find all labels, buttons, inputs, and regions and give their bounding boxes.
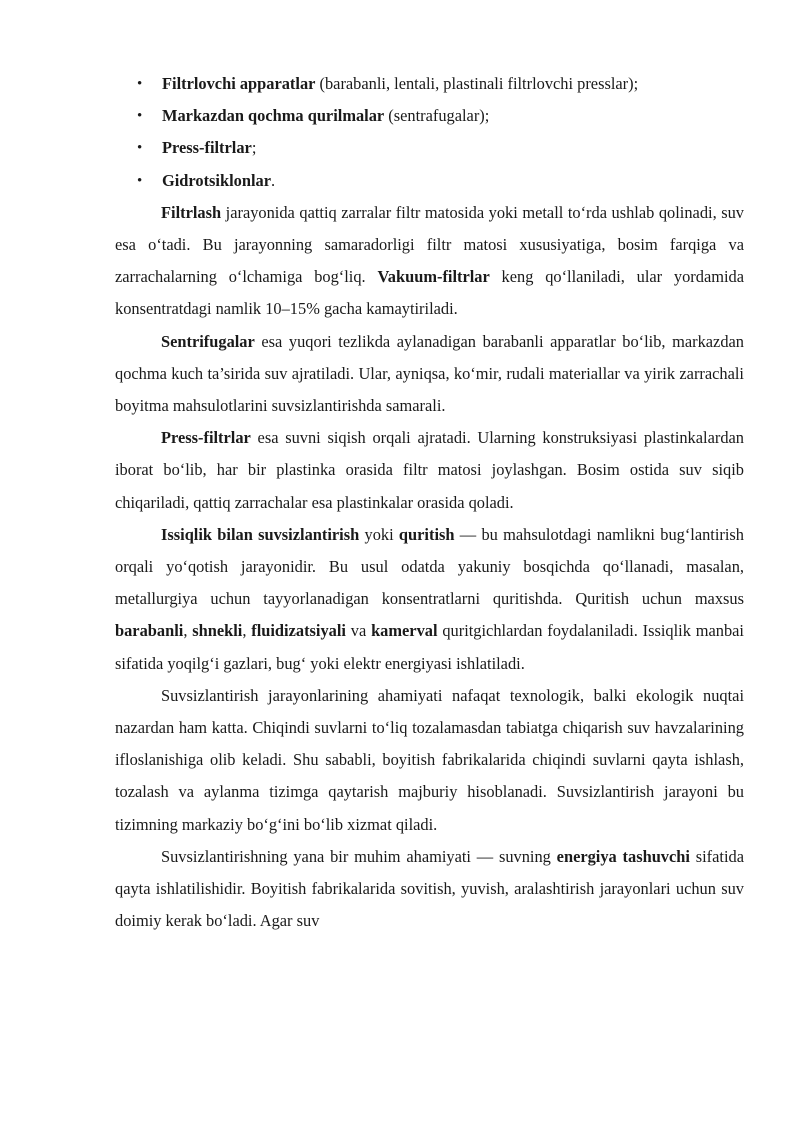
list-item-text: (barabanli, lentali, plastinali filtrlovchi presslar);	[315, 74, 639, 93]
paragraph	[115, 841, 744, 938]
bold-term: Filtrlash	[161, 202, 222, 222]
bold-term: quritish	[398, 524, 455, 544]
list-item	[115, 165, 744, 197]
paragraph	[115, 680, 744, 841]
list-item-term: Press-filtrlar	[162, 138, 252, 158]
paragraph-text: jarayonida qattiq zarralar filtr matosida yoki metall to‘rda ushlab qolinadi, suv esa o‘tadi. Bu jarayonning samaradorligi filtr matosi xususiyatiga, bosim farqiga va zarrachalarning o‘lchamiga bog‘liq.	[115, 202, 744, 287]
paragraph-text: quritgichlardan foydalaniladi. Issiqlik manbai sifatida yoqilg‘i gazlari, bug‘ yoki elektr energiyasi ishlatiladi.	[115, 621, 744, 673]
list-item-text: .	[271, 170, 276, 190]
paragraph-text: va	[345, 621, 372, 641]
list-item-text: (sentrafugalar);	[384, 106, 490, 126]
bold-term: Issiqlik bilan suvsizlantirish	[161, 524, 360, 544]
body-text	[115, 197, 744, 938]
paragraph-text: — bu mahsulotdagi namlikni bug‘lantirish orqali yo‘qotish jarayonidir. Bu usul odatda yakuniy bosqichda qo‘llanadi, masalan, metallurgiya uchun tayyorlanadigan konsentratlarni quritishda. Quritish uchun maxsus	[115, 524, 745, 609]
paragraph	[115, 519, 744, 680]
paragraph-text: keng qo‘llaniladi, ular yordamida konsentratdagi namlik 10–15% gacha kamaytiriladi.	[115, 267, 744, 319]
paragraph-text: esa suvni siqish orqali ajratadi. Ularning konstruksiyasi plastinkalardan iborat bo‘lib, har bir plastinka orasida filtr matosi joylashgan. Bosim ostida suv siqib chiqariladi, qattiq zarrachalar esa plastinkalar orasida qoladi.	[115, 428, 744, 512]
equipment-list	[115, 68, 744, 197]
bold-term: shnekli	[192, 621, 243, 641]
paragraph-text: yoki	[359, 524, 399, 544]
list-item-text: ;	[251, 138, 257, 158]
paragraph-text: sifatida qayta ishlatilishidir. Boyitish fabrikalarida sovitish, yuvish, aralashtirish jarayonlari uchun suv doimiy kerak bo‘ladi. Agar suv	[115, 846, 744, 931]
list-item-term: Gidrotsiklonlar	[162, 170, 271, 190]
paragraph-text: Suvsizlantirishning yana bir muhim ahamiyati — suvning	[161, 846, 557, 866]
bold-term: energiya tashuvchi	[556, 846, 690, 866]
document-page	[115, 68, 744, 937]
paragraph	[115, 326, 744, 423]
list-item-term: Markazdan qochma qurilmalar	[162, 106, 385, 126]
bold-term: barabanli	[115, 621, 184, 641]
list-item	[115, 68, 744, 100]
bold-term: fluidizatsiyali	[251, 621, 346, 641]
list-item	[115, 132, 744, 164]
bold-term: Vakuum-filtrlar	[377, 267, 490, 287]
paragraph-text: ,	[183, 621, 193, 641]
paragraph-text: Suvsizlantirish jarayonlarining ahamiyati nafaqat texnologik, balki ekologik nuqtai nazardan ham katta. Chiqindi suvlarni to‘liq tozalamasdan tabiatga chiqarish suv havzalarining ifloslanishiga olib keladi. Shu sababli, boyitish fabrikalarida chiqindi suvlarni qayta ishlash, tozalash va aylanma tizimga qaytarish majburiy hisoblanadi. Suvsizlantirish jarayoni bu tizimning markaziy bo‘g‘ini bo‘lib xizmat qiladi.	[115, 685, 744, 834]
paragraph-text: esa yuqori tezlikda aylanadigan barabanli apparatlar bo‘lib, markazdan qochma kuch ta’sirida suv ajratiladi. Ular, ayniqsa, ko‘mir, rudali materiallar va yirik zarrachali boyitma mahsulotlarini suvsizlantirishda samarali.	[115, 331, 744, 416]
bold-term: kamerval	[371, 621, 438, 641]
paragraph-text: ,	[242, 621, 252, 641]
bold-term: Sentrifugalar	[161, 331, 255, 351]
list-item-term: Filtrlovchi apparatlar	[162, 74, 316, 93]
paragraph	[115, 197, 744, 326]
list-item	[115, 100, 744, 132]
paragraph	[115, 422, 744, 519]
bold-term: Press-filtrlar	[161, 428, 251, 448]
